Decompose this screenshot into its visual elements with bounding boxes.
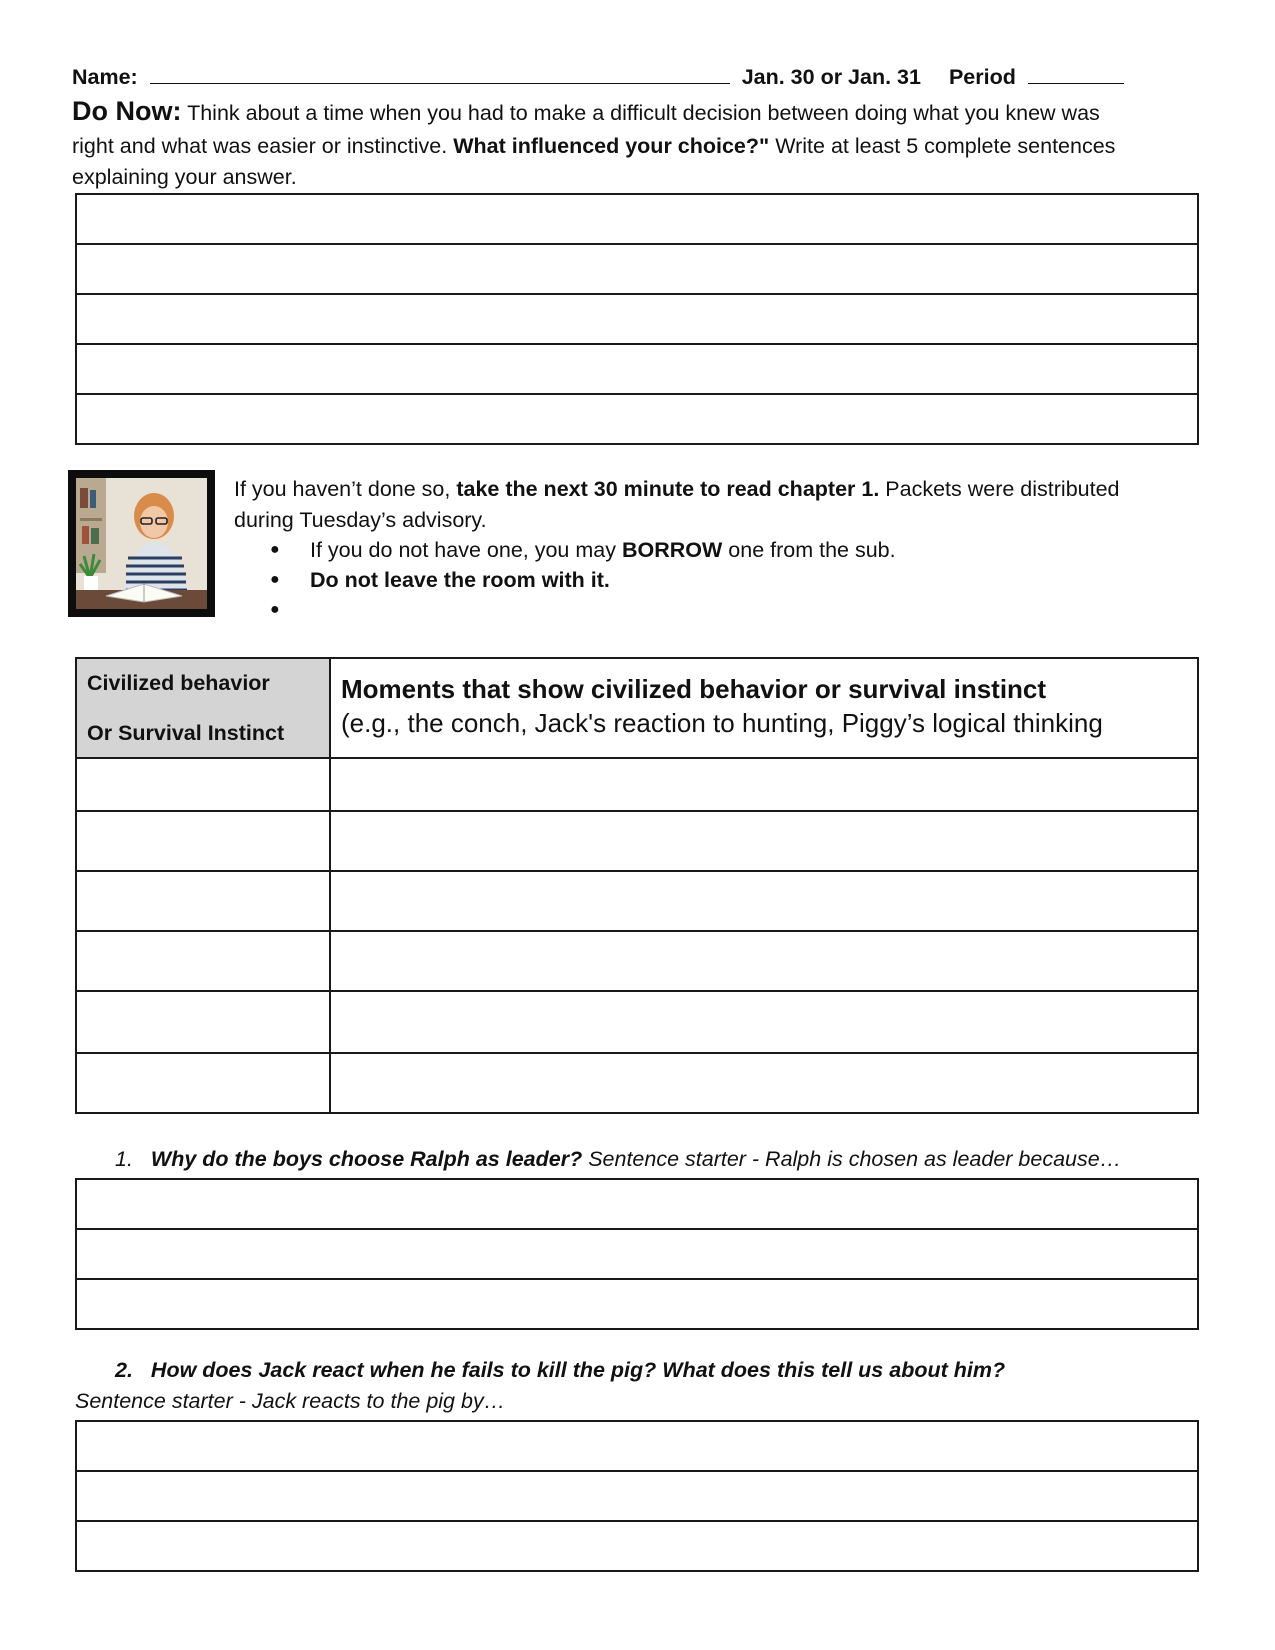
reading-line1-pre: If you haven’t done so, bbox=[234, 477, 451, 501]
bullet1-pre: If you do not have one, you may bbox=[310, 538, 616, 562]
behavior-type-cell[interactable] bbox=[76, 871, 330, 931]
name-label: Name: bbox=[72, 65, 138, 89]
right-header-cell bbox=[330, 658, 1198, 758]
photo-frame bbox=[68, 470, 215, 617]
do-now-text-2-pre: right and what was easier or instinctive. bbox=[72, 134, 448, 158]
right-header-subtitle: (e.g., the conch, Jack's reaction to hunting, Piggy’s logical thinking bbox=[341, 708, 1103, 738]
bullet1-post: one from the sub. bbox=[728, 538, 896, 562]
do-now-label: Do Now: bbox=[72, 96, 182, 126]
answer-line[interactable] bbox=[76, 1421, 1198, 1471]
do-now-answer-table bbox=[75, 193, 1199, 445]
question2-answer-table bbox=[75, 1420, 1199, 1572]
answer-line[interactable] bbox=[76, 194, 1198, 244]
question2-starter-line bbox=[75, 1386, 505, 1417]
name-blank[interactable] bbox=[150, 63, 730, 84]
question1-starter: Sentence starter - Ralph is chosen as leader because… bbox=[588, 1147, 1122, 1171]
reading-line1-bold: take the next 30 minute to read chapter 1. bbox=[456, 477, 880, 501]
moment-cell[interactable] bbox=[330, 811, 1198, 871]
date-label: Jan. 30 or Jan. 31 bbox=[741, 65, 921, 89]
bullet-icon: ● bbox=[270, 541, 280, 558]
period-blank[interactable] bbox=[1028, 63, 1124, 84]
reading-line1-post: Packets were distributed bbox=[885, 477, 1120, 501]
moment-cell[interactable] bbox=[330, 758, 1198, 811]
period-label: Period bbox=[948, 65, 1016, 89]
do-now-text-1: Think about a time when you had to make a difficult decision between doing what you knew was bbox=[187, 101, 1100, 125]
do-now-line2 bbox=[72, 131, 1115, 162]
right-header-title: Moments that show civilized behavior or survival instinct bbox=[341, 674, 1047, 704]
do-now-text-3: explaining your answer. bbox=[72, 165, 297, 189]
left-header-cell bbox=[76, 658, 330, 758]
question1-answer-table bbox=[75, 1178, 1199, 1330]
answer-line[interactable] bbox=[76, 394, 1198, 444]
question2 bbox=[115, 1355, 1005, 1386]
question1 bbox=[115, 1144, 1121, 1175]
left-header-line2: Or Survival Instinct bbox=[87, 721, 285, 745]
reading-line1 bbox=[234, 474, 1120, 505]
moment-cell[interactable] bbox=[330, 871, 1198, 931]
question2-starter: Sentence starter - Jack reacts to the pig by… bbox=[75, 1389, 506, 1413]
bullet-icon: ● bbox=[270, 571, 280, 588]
answer-line[interactable] bbox=[76, 1279, 1198, 1329]
behavior-type-cell[interactable] bbox=[76, 758, 330, 811]
do-now-text-2-post: Write at least 5 complete sentences bbox=[775, 134, 1116, 158]
bullet-icon: ● bbox=[270, 601, 280, 618]
behavior-type-cell[interactable] bbox=[76, 1053, 330, 1113]
question2-number: 2. bbox=[115, 1358, 133, 1382]
answer-line[interactable] bbox=[76, 1521, 1198, 1571]
question1-text: Why do the boys choose Ralph as leader? bbox=[150, 1147, 583, 1171]
answer-line[interactable] bbox=[76, 344, 1198, 394]
question2-text: How does Jack react when he fails to kill the pig? What does this tell us about him? bbox=[150, 1358, 1006, 1382]
do-now-line1 bbox=[72, 96, 1100, 129]
left-header-line1: Civilized behavior bbox=[87, 671, 270, 695]
student-reading-icon bbox=[76, 478, 207, 609]
bullet1-bold: BORROW bbox=[621, 538, 723, 562]
header-row bbox=[72, 62, 1124, 93]
behavior-table bbox=[75, 657, 1199, 1114]
moment-cell[interactable] bbox=[330, 991, 1198, 1053]
student-reading-photo bbox=[76, 478, 207, 609]
reading-line2-text: during Tuesday’s advisory. bbox=[234, 508, 487, 532]
behavior-type-cell[interactable] bbox=[76, 991, 330, 1053]
do-now-line3 bbox=[72, 162, 297, 193]
answer-line[interactable] bbox=[76, 294, 1198, 344]
answer-line[interactable] bbox=[76, 1229, 1198, 1279]
answer-line[interactable] bbox=[76, 1471, 1198, 1521]
do-now-text-2-bold: What influenced your choice?" bbox=[453, 134, 770, 158]
behavior-type-cell[interactable] bbox=[76, 811, 330, 871]
answer-line[interactable] bbox=[76, 244, 1198, 294]
behavior-type-cell[interactable] bbox=[76, 931, 330, 991]
moment-cell[interactable] bbox=[330, 931, 1198, 991]
reading-line2 bbox=[234, 505, 487, 536]
answer-line[interactable] bbox=[76, 1179, 1198, 1229]
moment-cell[interactable] bbox=[330, 1053, 1198, 1113]
bullet2-text: Do not leave the room with it. bbox=[310, 568, 610, 592]
question1-number: 1. bbox=[115, 1147, 133, 1171]
